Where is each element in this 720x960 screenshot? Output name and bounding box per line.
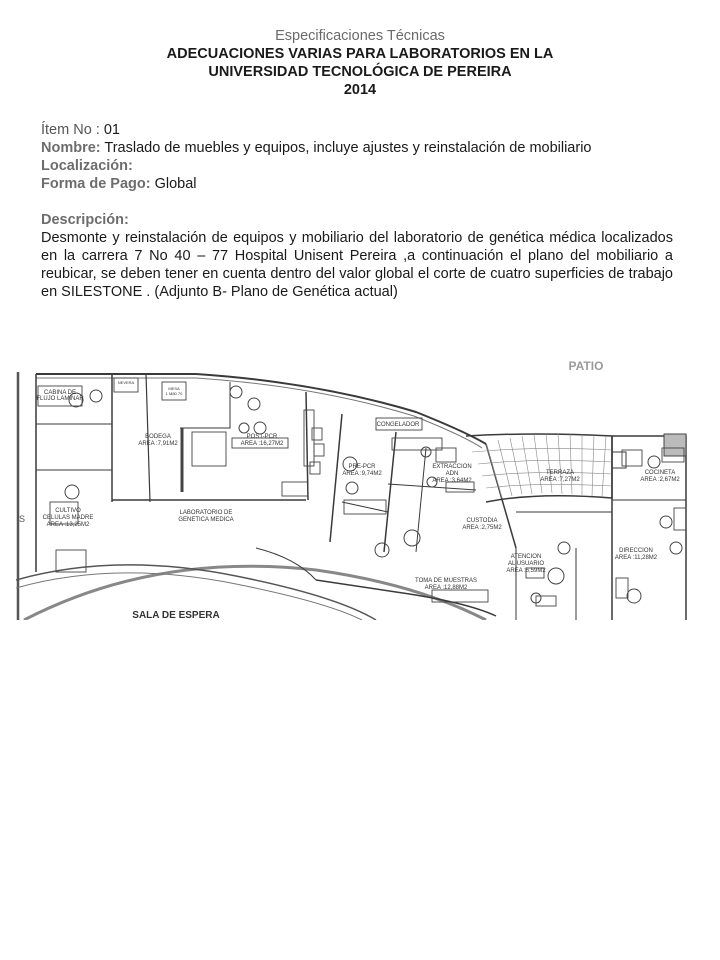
- item-number-label: Ítem No :: [41, 122, 100, 138]
- plan-label-direccion-2: AREA :11,28M2: [614, 555, 658, 561]
- document-title-line-1: ADECUACIONES VARIAS PARA LABORATORIOS EN LA: [166, 46, 554, 62]
- plan-label-post-pcr-1: POST-PCR: [246, 434, 278, 440]
- name-label: Nombre:: [41, 140, 101, 156]
- plan-label-mesa-2: 1 M80.70: [165, 391, 183, 396]
- plan-label-direccion-1: DIRECCION: [619, 548, 653, 554]
- plan-label-terraza-1: TERRAZA: [545, 470, 575, 476]
- document-header: [0, 27, 720, 99]
- plan-label-laboratorio-2: GENETICA MEDICA: [178, 517, 234, 523]
- plan-label-edge: S: [18, 514, 26, 524]
- plan-label-post-pcr-2: AREA :16,27M2: [240, 441, 284, 447]
- name-value: Traslado de muebles y equipos, incluye ajustes y reinstalación de mobiliario: [104, 140, 592, 156]
- floor-plan: [16, 352, 704, 620]
- payment-label: Forma de Pago:: [41, 176, 151, 192]
- description-row: [41, 211, 673, 229]
- plan-label-pre-pcr-2: AREA :9,74M2: [342, 471, 382, 477]
- plan-label-terraza-2: AREA :7,27M2: [540, 477, 580, 483]
- plan-label-cocineta-1: COCINETA: [644, 470, 676, 476]
- plan-label-extraccion-3: AREA :3,64M2: [432, 478, 472, 484]
- plan-label-cabina-1: CABINA DE: [43, 390, 77, 396]
- plan-label-mesa-1: MESA: [168, 386, 180, 391]
- plan-label-extraccion-1: EXTRACCION: [432, 464, 472, 470]
- plan-label-laboratorio-1: LABORATORIO DE: [179, 510, 233, 516]
- plan-label-bodega-1: BODEGA: [145, 434, 171, 440]
- location-label: Localización:: [41, 158, 133, 174]
- plan-label-cabina-2: FLUJO LAMINAR: [36, 396, 84, 402]
- plan-label-atencion-2: AL USUARIO: [507, 561, 545, 567]
- plan-label-custodia-1: CUSTODIA: [466, 518, 498, 524]
- document-year: 2014: [343, 82, 377, 98]
- plan-label-congelador: CONGELADOR: [376, 422, 420, 428]
- location-row: [41, 157, 673, 175]
- plan-label-patio: PATIO: [568, 359, 604, 373]
- plan-label-cultivo-1: CULTIVO: [55, 508, 81, 514]
- payment-value: Global: [154, 176, 197, 192]
- payment-row: [41, 175, 673, 193]
- name-row: [41, 139, 673, 157]
- item-fields: [41, 121, 673, 301]
- plan-label-sala-espera: SALA DE ESPERA: [132, 610, 220, 620]
- plan-label-cultivo-3: AREA :13,25M2: [46, 522, 90, 528]
- plan-label-pre-pcr-1: PRE-PCR: [348, 464, 376, 470]
- plan-label-cultivo-2: CELULAS MADRE: [42, 515, 94, 521]
- plan-label-custodia-2: AREA :2,75M2: [462, 525, 502, 531]
- description-text: Desmonte y reinstalación de equipos y mobiliario del laboratorio de genética médica localizados en la carrera 7 No 40 – 77 Hospital Unisent Pereira ,a continuación el plano del mobiliario a reubicar, se deben tener en cuenta dentro del valor global el corte de cuatro superficies de trabajo en SILESTONE . (Adjunto B- Plano de Genética actual): [41, 230, 673, 300]
- section-title: Especificaciones Técnicas: [275, 28, 445, 44]
- plan-label-cocineta-2: AREA :2,67M2: [640, 477, 680, 483]
- plan-label-toma-1: TOMA DE MUESTRAS: [415, 578, 477, 584]
- item-number-row: [41, 121, 673, 139]
- document-title-line-2: UNIVERSIDAD TECNOLÓGICA DE PEREIRA: [208, 64, 512, 80]
- description-label: Descripción:: [41, 212, 129, 228]
- plan-label-bodega-2: AREA :7,91M2: [138, 441, 178, 447]
- plan-label-toma-2: AREA :12,88M2: [424, 585, 468, 591]
- item-number-value: 01: [103, 122, 120, 138]
- plan-label-extraccion-2: ADN: [445, 471, 459, 477]
- plan-label-atencion-3: AREA :6,59M2: [506, 568, 546, 574]
- plan-label-nevera: NEVERA: [117, 380, 135, 385]
- plan-label-atencion-1: ATENCION: [510, 554, 542, 560]
